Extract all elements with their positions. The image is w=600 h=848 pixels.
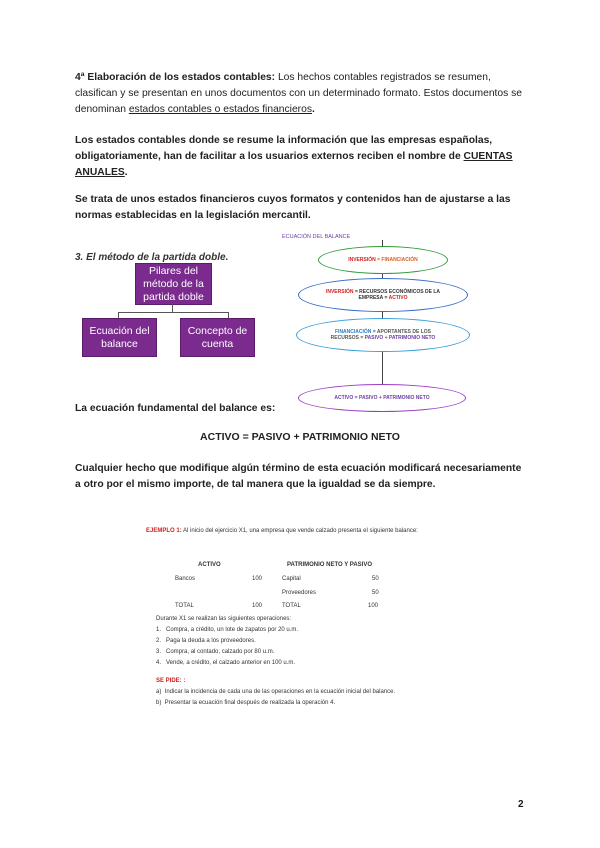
right-row-name: Proveedores — [282, 590, 317, 596]
pillar-left-box: Ecuación del balance — [82, 318, 157, 357]
ask-item: b) Presentar la ecuación final después de realizada la operación 4. — [156, 700, 336, 706]
e3-c: PASIVO + PATRIMONIO NETO — [364, 335, 436, 341]
ask-item: a) Indicar la incidencia de cada una de las operaciones en la ecuación inicial del balance. — [156, 689, 396, 695]
example-intro-text: Al inicio del ejercicio X1, una empresa que vende calzado presenta el siguiente balance: — [181, 528, 418, 534]
e1-a: INVERSIÓN — [348, 257, 376, 263]
operation-item: 1. Compra, a crédito, un lote de zapatos por 20 u.m. — [156, 627, 299, 633]
left-total-name: TOTAL — [175, 603, 194, 609]
connector-horizontal — [118, 312, 228, 313]
example-label: EJEMPLO 1: — [146, 528, 182, 534]
para2-text: Los estados contables donde se resume la información que las empresas españolas, obligatoriamente, han de facilitar a los usuarios externos reciben el nombre de — [75, 135, 493, 162]
left-row-name: Bancos — [175, 576, 196, 582]
connector-vertical — [172, 304, 173, 312]
section-4-term: estados contables o estados financieros — [128, 104, 312, 115]
section-4-text: Los hechos contables registrados se resumen, clasifican y se presentan en unos documentos con un determinado formato. Estos documentos se denominan — [75, 72, 523, 115]
operation-item: 4. Vende, a crédito, el calzado anterior en 100 u.m. — [156, 660, 296, 666]
operation-text: Vende, a crédito, el calzado anterior en 100 u.m. — [166, 660, 296, 666]
right-total-name: TOTAL — [282, 603, 301, 609]
section-3-title: 3. El método de la partida doble. — [75, 252, 229, 263]
right-total-value: 100 — [368, 603, 379, 609]
page-number: 2 — [518, 799, 524, 810]
para2-term: CUENTAS ANUALES — [75, 151, 513, 178]
fundamental-equation: ACTIVO = PASIVO + PATRIMONIO NETO — [200, 431, 400, 443]
ellipse-inversion-financiacion — [318, 246, 448, 274]
left-row-value: 100 — [252, 576, 263, 582]
example-intro — [146, 527, 446, 535]
ask-text: Indicar la incidencia de cada una de las operaciones en la ecuación inicial del balance. — [164, 689, 396, 695]
legislation-paragraph: Se trata de unos estados financieros cuyos formatos y contenidos han de ajustarse a las normas establecidas en la legislación mercantil. — [75, 194, 511, 221]
equation-diagram-title: ECUACIÓN DEL BALANCE — [282, 234, 351, 240]
activo-header: ACTIVO — [198, 562, 221, 568]
right-row-name: Capital — [282, 576, 301, 582]
pillars-root-box: Pilares del método de la partida doble — [135, 263, 212, 305]
cuentas-anuales-paragraph — [75, 133, 525, 181]
change-paragraph: Cualquier hecho que modifique algún término de esta ecuación modificará necesariamente a otro por el mismo importe, de tal manera que la igualdad se da siempre. — [75, 463, 522, 490]
pillar-right-box: Concepto de cuenta — [180, 318, 255, 357]
operation-text: Compra, a crédito, un lote de zapatos por 20 u.m. — [166, 627, 299, 633]
para2-end: . — [124, 167, 128, 178]
operation-item: 3. Compra, al contado, calzado por 80 u.m. — [156, 649, 275, 655]
e3-b: = APORTANTES DE LOS RECURSOS = — [330, 329, 431, 341]
ask-text: Presentar la ecuación final después de realizada la operación 4. — [164, 700, 336, 706]
e2-b: = RECURSOS ECONÓMICOS DE LA EMPRESA = — [353, 289, 441, 301]
section-4-paragraph — [75, 70, 525, 118]
pn-header: PATRIMONIO NETO Y PASIVO — [287, 562, 373, 568]
ellipse-pasivo-pn — [296, 318, 470, 352]
ellipse-activo — [298, 278, 468, 312]
operation-item: 2. Paga la deuda a los proveedores. — [156, 638, 256, 644]
right-row-value: 50 — [372, 576, 379, 582]
e1-b: = FINANCIACIÓN — [375, 257, 418, 263]
left-total-value: 100 — [252, 603, 263, 609]
section-4-lead: 4ª Elaboración de los estados contables: — [75, 72, 276, 83]
section-4-end: . — [312, 104, 315, 115]
operation-text: Paga la deuda a los proveedores. — [166, 638, 256, 644]
e2-a: INVERSIÓN — [325, 289, 354, 295]
fundamental-label: La ecuación fundamental del balance es: — [75, 403, 276, 414]
ellipse-final-equation: ACTIVO = PASIVO + PATRIMONIO NETO — [298, 384, 466, 412]
se-pide-label: SE PIDE: : — [156, 678, 186, 684]
right-row-value: 50 — [372, 590, 379, 596]
operations-intro: Durante X1 se realizan las siguientes operaciones: — [156, 616, 292, 622]
e2-c: ACTIVO — [388, 295, 408, 301]
operation-text: Compra, al contado, calzado por 80 u.m. — [166, 649, 275, 655]
e3-a: FINANCIACIÓN — [335, 329, 372, 335]
